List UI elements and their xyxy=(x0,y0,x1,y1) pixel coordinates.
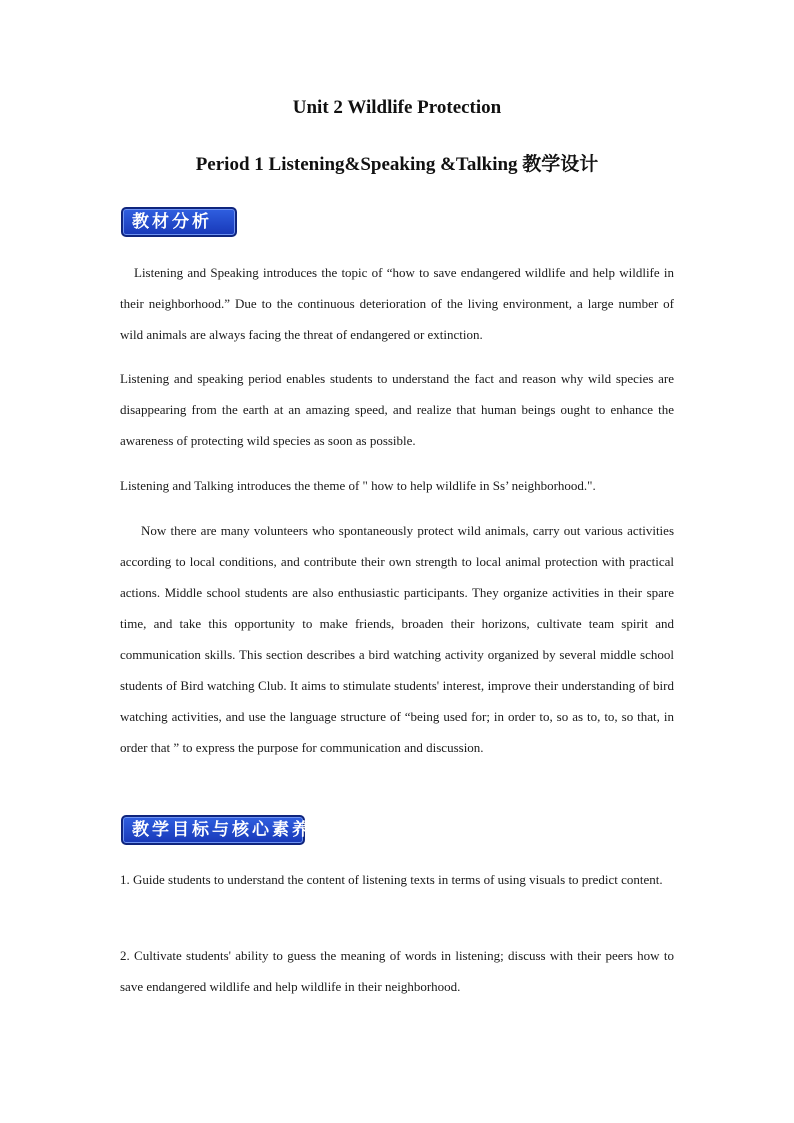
paragraph-volunteers: Now there are many volunteers who spontaneously protect wild animals, carry out various activities according to local conditions, and contribute their own strength to local animal protection with practical actions. Middle school students are also enthusiastic participants. They organize activities in their spare time, and take this opportunity to make friends, broaden their horizons, cultivate team spirit and communication skills. This section describes a bird watching activity organized by several middle school students of Bird watching Club. It aims to stimulate students' interest, improve their understanding of bird watching activities, and use the language structure of “being used for; in order to, so as to, to, so that, in order that ” to express the purpose for communication and discussion. xyxy=(120,523,674,755)
paragraph-listening-talking: Listening and Talking introduces the theme of " how to help wildlife in Ss’ neighborhood.". xyxy=(120,478,596,493)
section-heading-textbook-analysis: 教材分析 xyxy=(121,207,237,237)
paragraph-intro: Listening and Speaking introduces the topic of “how to save endangered wildlife and help wildlife in their neighborhood.” Due to the continuous deterioration of the living environment, a large number of wild animals are always facing the threat of endangered or extinction. xyxy=(120,265,674,342)
objective-item-2: 2. Cultivate students' ability to guess the meaning of words in listening; discuss with their peers how to save endangered wildlife and help wildlife in their neighborhood. xyxy=(120,948,674,994)
paragraph-listening-speaking: Listening and speaking period enables students to understand the fact and reason why wild species are disappearing from the earth at an amazing speed, and realize that human beings ought to enhance the awareness of protecting wild species as soon as possible. xyxy=(120,371,674,448)
document-subtitle: Period 1 Listening&Speaking &Talking 教学设计 xyxy=(195,154,599,175)
objective-item-1: 1. Guide students to understand the content of listening texts in terms of using visuals to predict content. xyxy=(120,872,663,887)
section-heading-teaching-objectives: 教学目标与核心素养 xyxy=(121,815,305,845)
document-title: Unit 2 Wildlife Protection xyxy=(292,97,502,118)
